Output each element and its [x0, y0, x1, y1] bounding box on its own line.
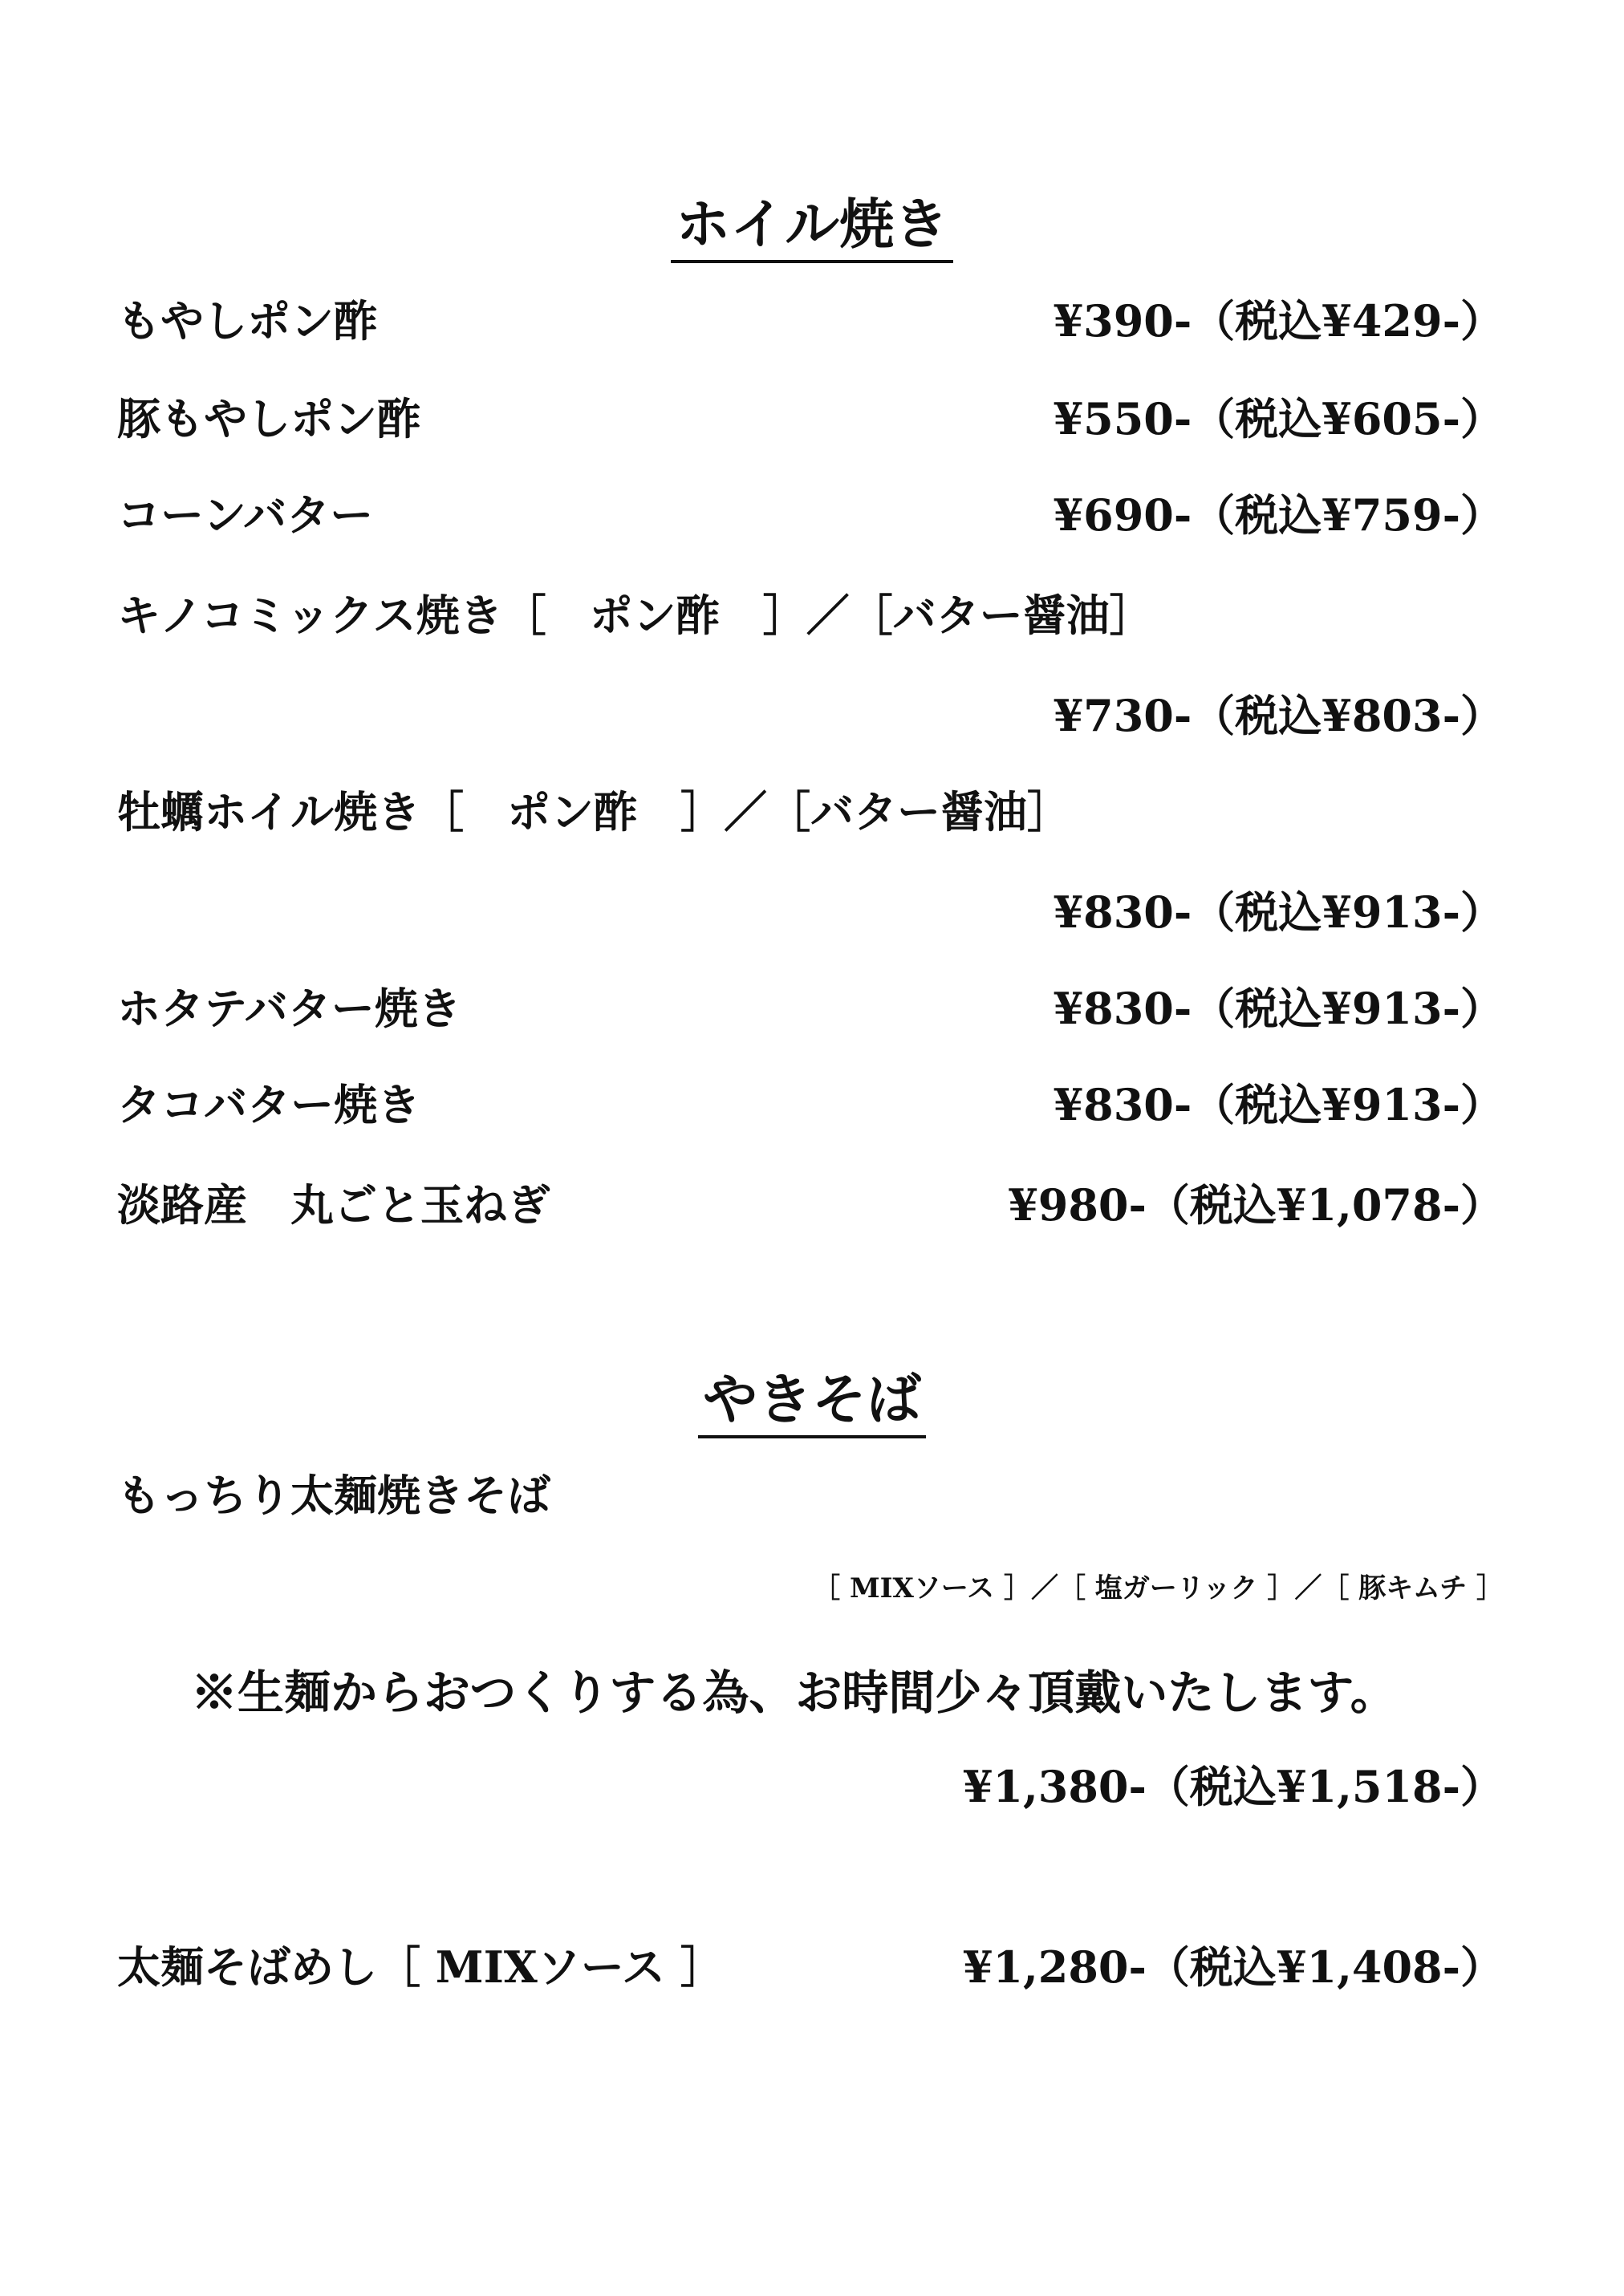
menu-item-name: キノコミックス焼き［ ポン酢 ］／［バター醤油］ — [117, 590, 1153, 641]
menu-item-price: ¥830-（税込¥913-） — [1053, 1079, 1504, 1130]
menu-item-price: ¥830-（税込¥913-） — [1053, 886, 1504, 938]
menu-item-price: ¥690-（税込¥759-） — [1053, 489, 1504, 541]
section-title-foil-grill — [0, 193, 1624, 263]
section-title-text: ホイル焼き — [671, 193, 953, 263]
section-title-yakisoba — [0, 1368, 1624, 1438]
menu-item-name: 牡蠣ホイル焼き［ ポン酢 ］／［バター醤油］ — [117, 786, 1070, 838]
menu-item-price: ¥980-（税込¥1,078-） — [1008, 1179, 1504, 1231]
menu-item-price: ¥730-（税込¥803-） — [1053, 690, 1504, 741]
menu-item-name: タコバター焼き — [117, 1079, 420, 1130]
menu-item-name: ホタテバター焼き — [117, 983, 461, 1034]
menu-item-name: 淡路産 丸ごと玉ねぎ — [117, 1179, 550, 1231]
menu-item-name: コーンバター — [117, 489, 374, 541]
menu-item-options: ［ MIXソース ］／［ 塩ガーリック ］／［ 豚キムチ ］ — [813, 1572, 1504, 1604]
menu-item-price: ¥1,280-（税込¥1,408-） — [962, 1941, 1504, 1993]
menu-item-name: 太麺そばめし［ MIXソース ］ — [117, 1941, 724, 1993]
menu-item-name: もっちり太麺焼きそば — [117, 1470, 550, 1521]
menu-item-price: ¥1,380-（税込¥1,518-） — [962, 1761, 1504, 1812]
menu-item-name: もやしポン酢 — [117, 295, 377, 347]
menu-item-price: ¥830-（税込¥913-） — [1053, 983, 1504, 1034]
menu-item-note: ※生麺からおつくりする為、お時間少々頂戴いたします。 — [191, 1665, 1397, 1720]
menu-item-price: ¥550-（税込¥605-） — [1053, 393, 1504, 444]
menu-item-price: ¥390-（税込¥429-） — [1053, 295, 1504, 347]
section-title-text: やきそば — [698, 1368, 926, 1438]
menu-item-name: 豚もやしポン酢 — [117, 393, 420, 444]
